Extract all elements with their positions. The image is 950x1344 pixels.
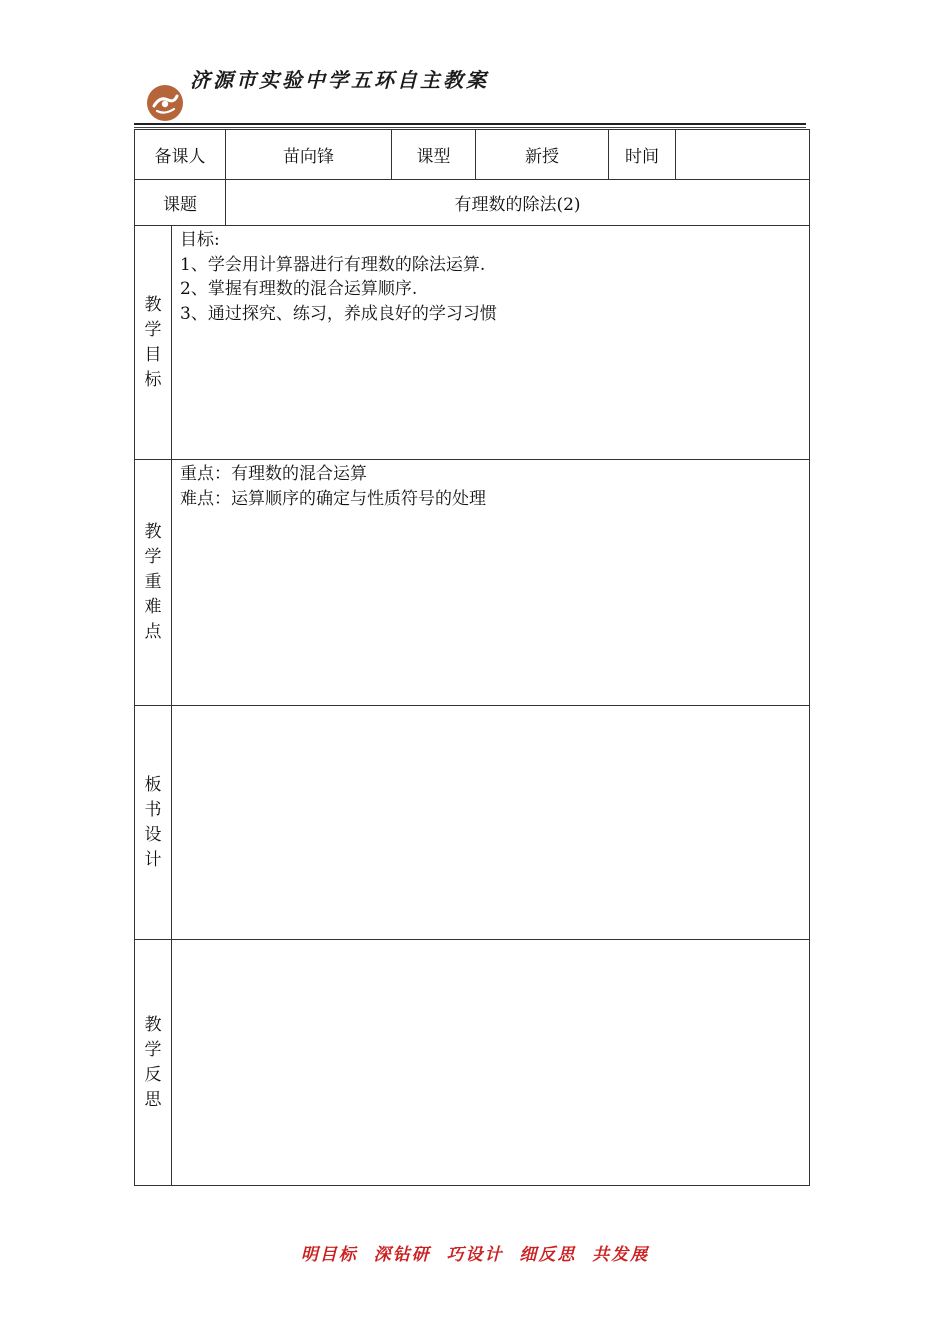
goals-content [172,226,810,460]
board-design-row [135,706,810,940]
goals-line: 1、学会用计算器进行有理数的除法运算. [180,254,486,275]
lesson-type-label: 课型 [392,130,476,180]
board-design-label: 板 书 设 计 [135,706,172,940]
lesson-plan-table [134,129,810,1186]
time-label: 时间 [609,130,676,180]
key-points-label: 教 学 重 难 点 [135,460,172,706]
goals-line: 3、通过探究、练习，养成良好的学习习惯 [180,303,497,324]
time-value [676,130,810,180]
topic-value: 有理数的除法(2) [226,180,810,226]
topic-row [135,180,810,226]
key-points-row [135,460,810,706]
goals-row [135,226,810,460]
info-row [135,130,810,180]
goals-line: 目标: [180,230,220,250]
header-divider-thin [134,127,806,128]
header-divider [134,123,806,125]
topic-label: 课题 [135,180,226,226]
key-points-line: 难点：运算顺序的确定与性质符号的处理 [180,488,486,509]
footer-motto: 明目标 深钻研 巧设计 细反思 共发展 [300,1245,650,1265]
preparer-label: 备课人 [135,130,226,180]
board-design-content [172,706,810,940]
reflection-row [135,940,810,1186]
lesson-type-value: 新授 [476,130,609,180]
reflection-content [172,940,810,1186]
key-points-content [172,460,810,706]
school-header-title: 济源市实验中学五环自主教案 [190,68,489,92]
preparer-value: 苗向锋 [226,130,392,180]
goals-label: 教 学 目 标 [135,226,172,460]
key-points-line: 重点：有理数的混合运算 [180,464,367,484]
reflection-label: 教 学 反 思 [135,940,172,1186]
goals-line: 2、掌握有理数的混合运算顺序. [180,279,418,299]
school-logo-icon [146,84,184,122]
